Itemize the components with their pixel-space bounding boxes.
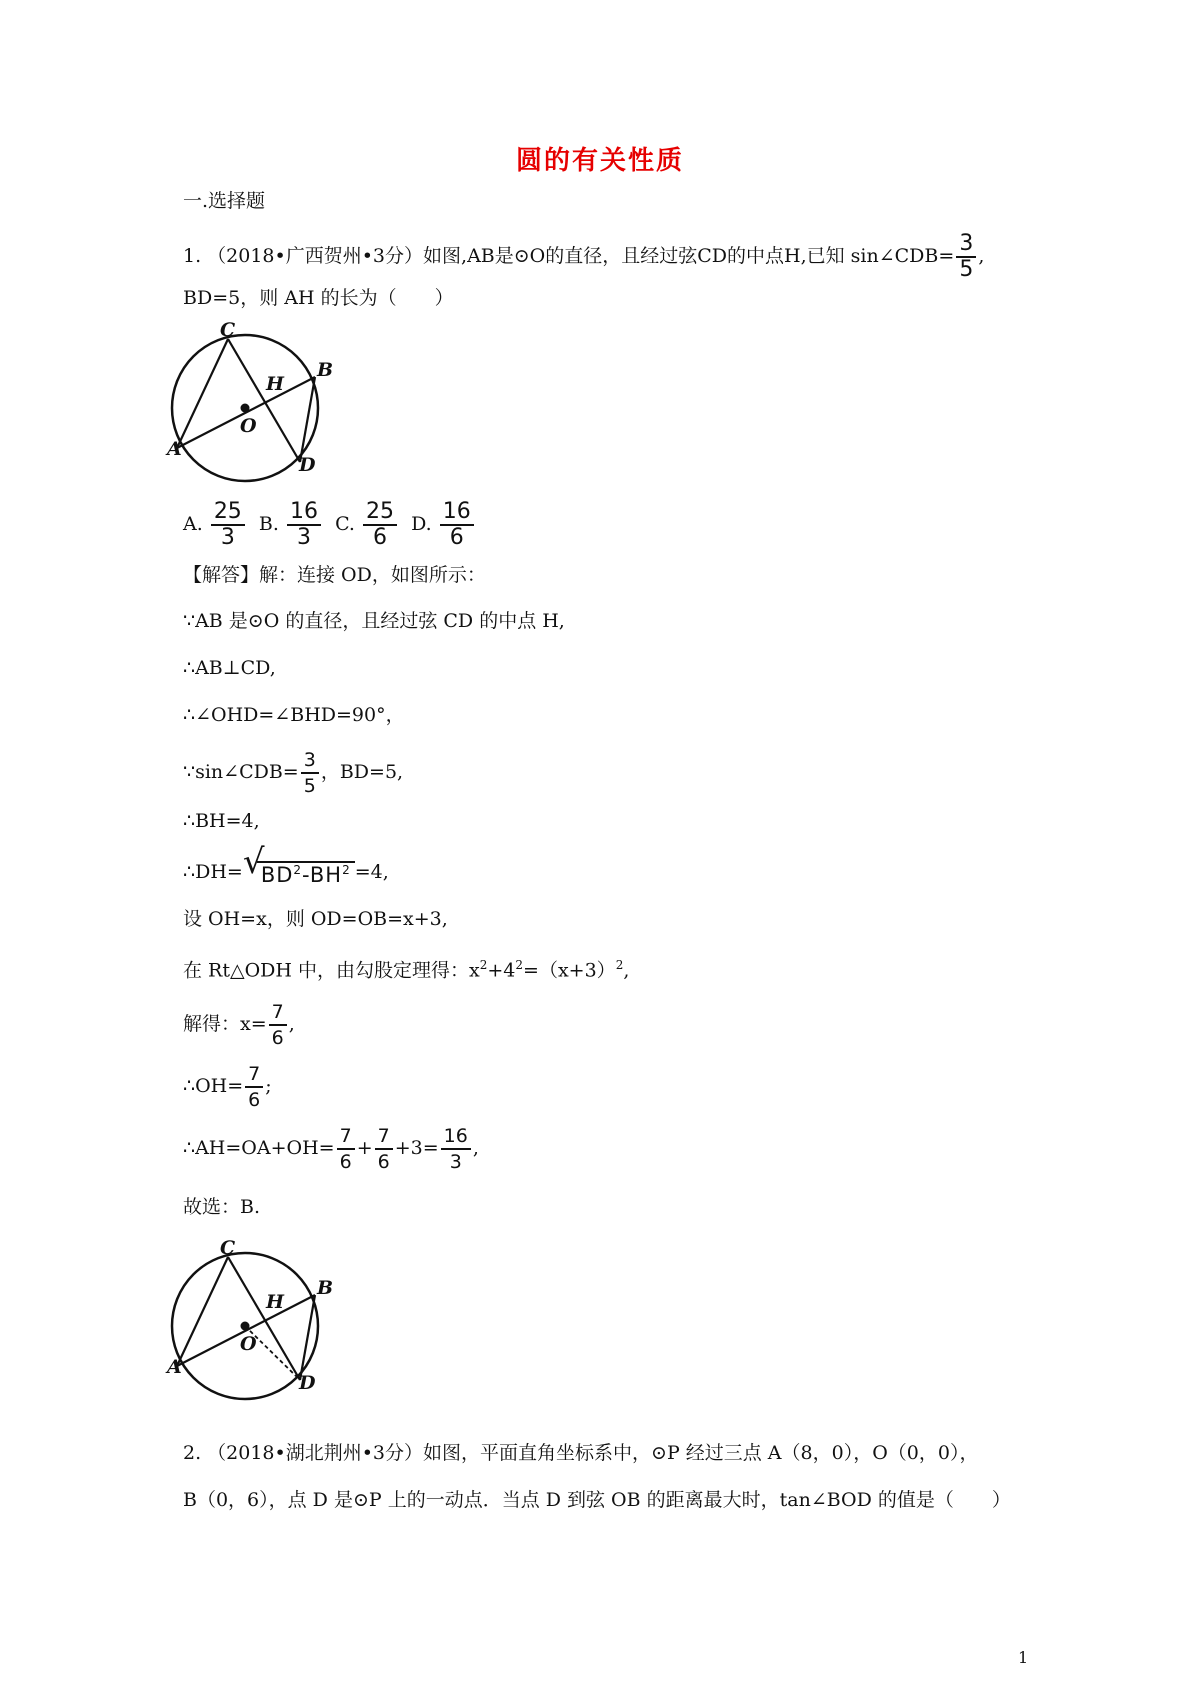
exponent: 2	[615, 958, 624, 972]
solution-line-8: 设 OH=x，则 OD=OB=x+3,	[183, 908, 448, 930]
solution-text: +	[356, 1137, 373, 1159]
fraction-denominator: 5	[959, 257, 974, 282]
solution-line-5	[183, 748, 403, 798]
fraction	[301, 748, 319, 798]
label-d: D	[299, 1372, 316, 1394]
fraction-denominator: 6	[377, 1151, 390, 1173]
fraction	[375, 1124, 393, 1174]
q1-stem-text: 1. （2018•广西贺州•3分）如图,AB是⊙O的直径，且经过弦CD的中点H,已知 sin∠CDB=	[183, 245, 955, 267]
chord-ac	[177, 1257, 228, 1366]
section-heading: 一.选择题	[183, 190, 266, 212]
center-point	[241, 404, 250, 413]
solution-text: ,	[288, 1013, 295, 1035]
solution-line-12	[183, 1124, 479, 1174]
center-point	[241, 1322, 250, 1331]
fraction-denominator: 6	[449, 525, 464, 550]
solution-circle-figure	[165, 1233, 345, 1405]
solution-line-4: ∴∠OHD=∠BHD=90°，	[183, 704, 405, 726]
solution-line-10	[183, 1000, 295, 1050]
chord-ac	[177, 339, 228, 448]
fraction-numerator: 3	[956, 232, 976, 258]
square-root	[242, 842, 355, 889]
fraction-denominator: 6	[339, 1151, 352, 1173]
radicand-part: -BH	[302, 863, 343, 887]
fraction	[337, 1124, 355, 1174]
radical-sign: √	[242, 842, 265, 882]
option-b-label: B.	[258, 513, 279, 535]
fraction-numerator: 7	[245, 1062, 263, 1088]
fraction-numerator: 16	[441, 1124, 471, 1150]
fraction-denominator: 6	[248, 1089, 261, 1111]
solution-text: ，BD=5,	[320, 761, 404, 783]
label-h: H	[266, 1291, 284, 1313]
exponent: 2	[293, 863, 303, 877]
fraction-denominator: 5	[303, 775, 316, 797]
fraction-denominator: 6	[271, 1027, 284, 1049]
chord-bd	[300, 1295, 315, 1380]
chord-cd	[228, 339, 300, 462]
q1-options	[183, 500, 476, 550]
option-a-label: A.	[183, 513, 203, 535]
fraction-numerator: 16	[287, 500, 321, 526]
radicand-part: BD	[260, 863, 294, 887]
solution-text: 在 Rt△ODH 中，由勾股定理得：x	[183, 959, 480, 982]
option-a-fraction	[211, 500, 245, 550]
fraction-numerator: 25	[363, 500, 397, 526]
fraction	[245, 1062, 263, 1112]
fraction-denominator: 3	[449, 1151, 462, 1173]
label-o: O	[240, 1333, 257, 1355]
solution-line-1: 【解答】解：连接 OD，如图所示：	[183, 564, 486, 586]
fraction-numerator: 3	[301, 748, 319, 774]
exponent: 2	[342, 863, 351, 877]
solution-text: =（x+3）	[523, 959, 616, 982]
solution-text: ;	[265, 1075, 272, 1097]
chord-cd	[228, 1257, 300, 1380]
fraction-denominator: 3	[220, 525, 235, 550]
fraction-numerator: 7	[269, 1000, 287, 1026]
label-b: B	[317, 1277, 334, 1299]
solution-text: ∴AH=OA+OH=	[183, 1137, 335, 1159]
solution-line-9	[183, 952, 629, 983]
q1-circle-figure	[165, 315, 345, 487]
q1-stem-comma: ,	[978, 245, 985, 267]
fraction-numerator: 16	[440, 500, 474, 526]
fraction-denominator: 3	[296, 525, 311, 550]
solution-text: ∴OH=	[183, 1075, 244, 1097]
q1-stem-fraction	[956, 232, 976, 282]
solution-text: +3=	[394, 1137, 439, 1159]
fraction-denominator: 6	[373, 525, 388, 550]
solution-text: ∴DH=	[183, 861, 243, 883]
option-b-fraction	[287, 500, 321, 550]
solution-line-3: ∴AB⊥CD,	[183, 657, 276, 679]
solution-text: =4,	[354, 861, 389, 883]
fraction-numerator: 25	[211, 500, 245, 526]
fraction-numerator: 7	[375, 1124, 393, 1150]
label-h: H	[266, 373, 284, 395]
chord-bd	[300, 377, 315, 462]
label-c: C	[220, 319, 236, 341]
solution-line-6: ∴BH=4,	[183, 810, 260, 832]
fraction	[269, 1000, 287, 1050]
radicand	[257, 861, 355, 887]
label-c: C	[220, 1237, 236, 1259]
solution-line-13: 故选：B.	[183, 1196, 261, 1218]
solution-text: ∵sin∠CDB=	[183, 761, 299, 783]
exponent: 2	[515, 958, 524, 972]
solution-line-11	[183, 1062, 272, 1112]
option-c-fraction	[363, 500, 397, 550]
option-c-label: C.	[335, 513, 355, 535]
fraction-numerator: 7	[337, 1124, 355, 1150]
solution-text: +4	[487, 959, 516, 982]
solution-line-7	[183, 842, 389, 889]
q1-stem-line2: BD=5，则 AH 的长为（ ）	[183, 287, 454, 309]
label-a: A	[167, 1356, 182, 1378]
label-b: B	[317, 359, 334, 381]
page-number: 1	[1018, 1648, 1029, 1667]
fraction	[441, 1124, 471, 1174]
solution-line-2: ∵AB 是⊙O 的直径，且经过弦 CD 的中点 H,	[183, 610, 565, 632]
diameter-ab	[177, 377, 315, 448]
option-d-label: D.	[411, 513, 432, 535]
label-d: D	[299, 454, 316, 476]
q2-stem-line1: 2. （2018•湖北荆州•3分）如图，平面直角坐标系中，⊙P 经过三点 A（8，0），O（0，0），	[183, 1442, 979, 1464]
solution-text: ,	[623, 959, 630, 982]
page-title: 圆的有关性质	[515, 146, 684, 176]
solution-text: 解得：x=	[183, 1013, 267, 1035]
q1-stem-line1	[183, 232, 984, 282]
label-o: O	[240, 415, 257, 437]
label-a: A	[167, 438, 182, 460]
diameter-ab	[177, 1295, 315, 1366]
solution-text: ,	[472, 1137, 479, 1159]
option-d-fraction	[440, 500, 474, 550]
exponent: 2	[479, 958, 488, 972]
q2-stem-line2: B（0，6），点 D 是⊙P 上的一动点．当点 D 到弦 OB 的距离最大时，tan∠BOD 的值是（ ）	[183, 1489, 1011, 1511]
